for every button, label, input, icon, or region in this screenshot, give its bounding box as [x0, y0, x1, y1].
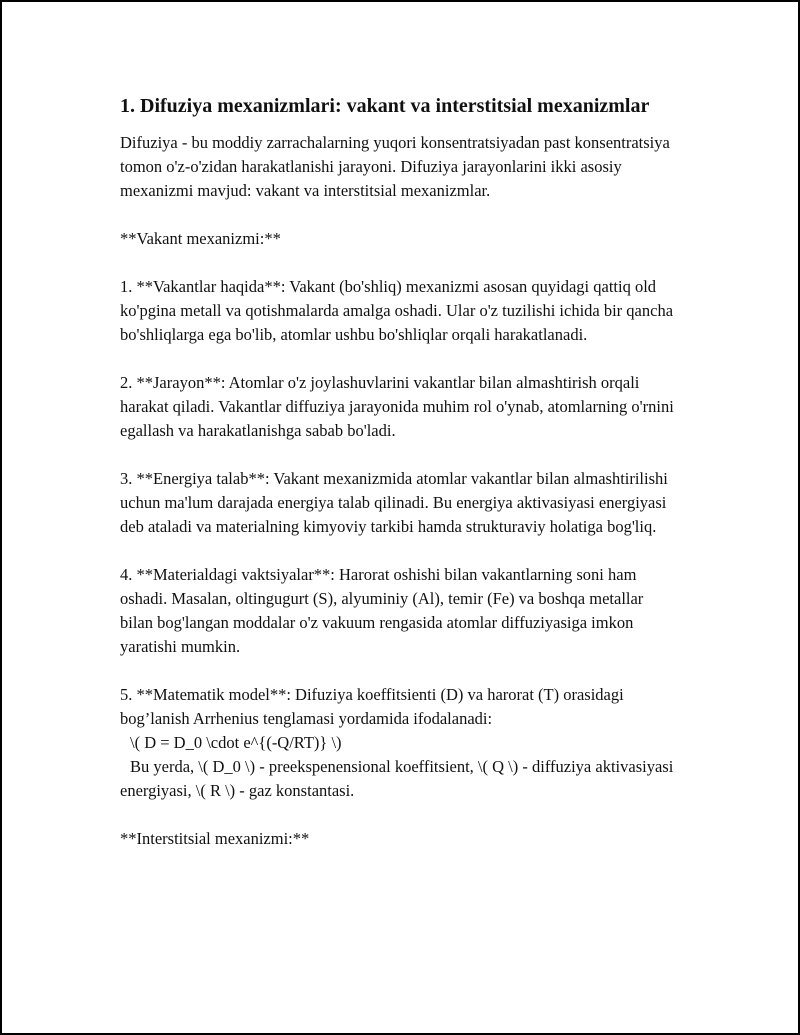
document-title: 1. Difuziya mexanizmlari: vakant va interstitsial mexanizmlar — [120, 95, 650, 117]
list-item-1: 1. **Vakantlar haqida**: Vakant (bo'shliq) mexanizmi asosan quyidagi qattiq old ko'pgina metall va qotishmalarda amalga oshadi. Ular o'z tuzilishi ichida bir qancha bo'shliqlarga ega bo'lib, atomlar ushbu bo'shliqlar orqali harakatlanadi. — [120, 277, 674, 344]
list-item-5: 5. **Matematik model**: Difuziya koeffitsienti (D) va harorat (T) orasidagi bog’lanish Arrhenius tenglamasi yordamida ifodalanadi: — [120, 685, 624, 728]
intro-paragraph: Difuziya - bu moddiy zarrachalarning yuqori konsentratsiyadan past konsentratsiya tomon o'z-o'zidan harakatlanishi jarayoni. Difuziya jarayonlarini ikki asosiy mexanizmi mavjud: vakant va interstitsial mexanizmlar. — [120, 133, 670, 200]
formula-explanation: Bu yerda, \( D_0 \) - preekspenensional koeffitsient, \( Q \) - diffuziya aktivasiyasi energiyasi, \( R \) - gaz konstantasi. — [120, 757, 674, 800]
vakant-heading: **Vakant mexanizmi:** — [120, 229, 281, 248]
arrhenius-formula: \( D = D_0 \cdot e^{(-Q/RT)} \) — [130, 733, 342, 752]
list-item-4: 4. **Materialdagi vaktsiyalar**: Harorat oshishi bilan vakantlarning soni ham oshadi. Masalan, oltingugurt (S), alyuminiy (Al), temir (Fe) va boshqa metallar bilan bog'langan moddalar o'z vakuum rengasida atomlar diffuziyasiga imkon yaratishi mumkin. — [120, 565, 644, 656]
list-item-2: 2. **Jarayon**: Atomlar o'z joylashuvlarini vakantlar bilan almashtirish orqali harakat qiladi. Vakantlar diffuziya jarayonida muhim rol o'ynab, atomlarning o'rnini egallash va harakatlanishga sabab bo'ladi. — [120, 373, 674, 440]
document-body — [120, 94, 680, 875]
interstitsial-heading: **Interstitsial mexanizmi:** — [120, 829, 310, 848]
list-item-3: 3. **Energiya talab**: Vakant mexanizmida atomlar vakantlar bilan almashtirilishi uchun ma'lum darajada energiya talab qilinadi. Bu energiya aktivasiyasi energiyasi deb ataladi va materialning kimyoviy tarkibi hamda strukturaviy holatiga bog'liq. — [120, 469, 668, 536]
